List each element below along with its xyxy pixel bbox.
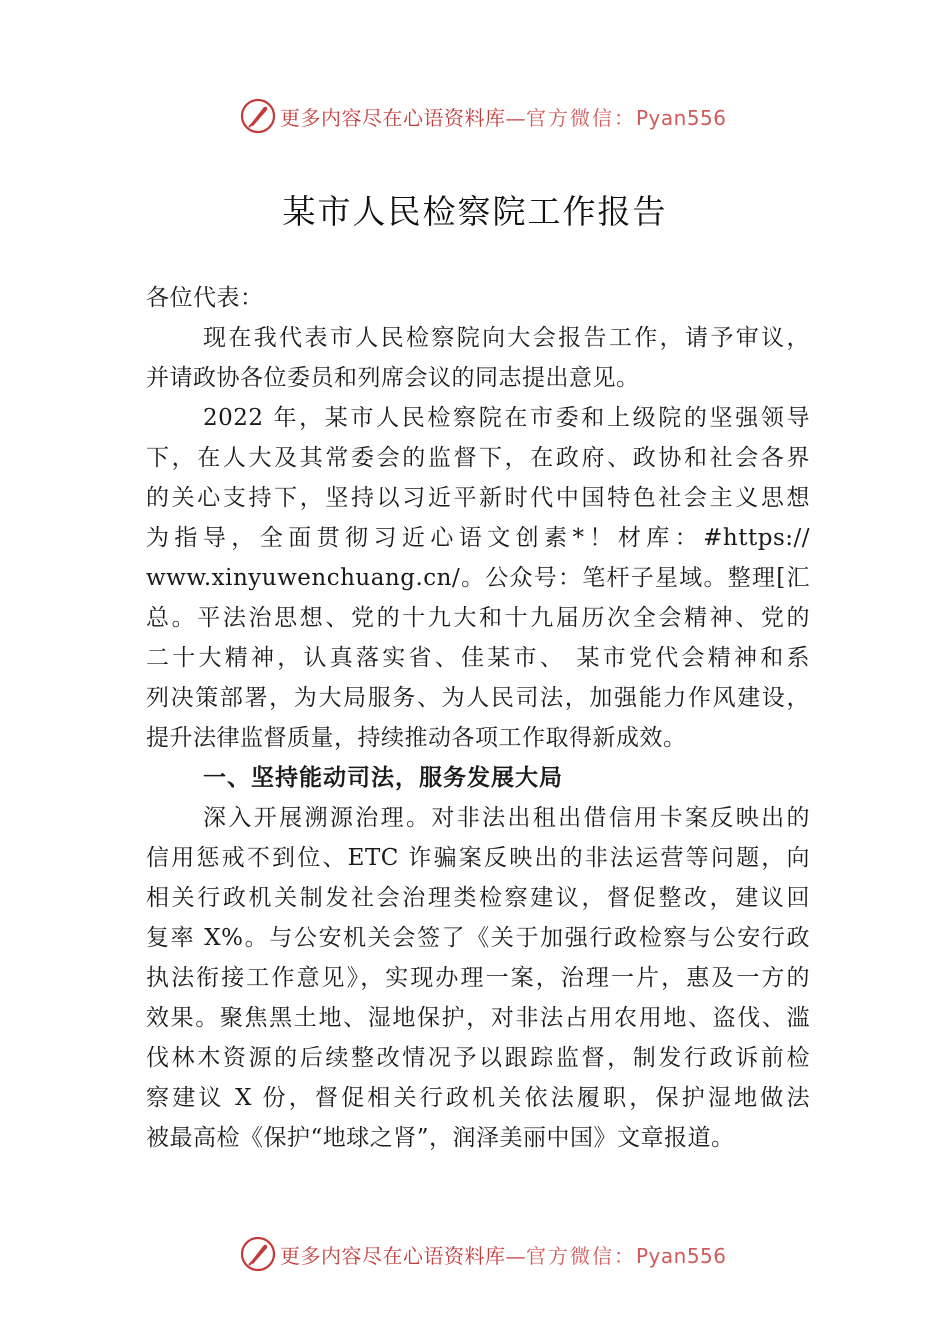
paragraph-line: 复率 X%。与公安机关会签了《关于加强行政检察与公安行政 — [146, 925, 810, 951]
paragraph-line: 执法衔接工作意见》，实现办理一案，治理一片，惠及一方的 — [146, 965, 810, 991]
paragraph-line: 伐林木资源的后续整改情况予以跟踪监督，制发行政诉前检 — [146, 1045, 810, 1071]
paragraph-line: 列决策部署，为大局服务、为人民司法，加强能力作风建设， — [146, 685, 810, 711]
paragraph-line: 信用惩戒不到位、ETC 诈骗案反映出的非法运营等问题，向 — [146, 845, 810, 871]
banner-slogan: 更多内容尽在心语资料库 — [280, 1243, 506, 1268]
paragraph-line: 二十大精神，认真落实省、佳某市、 某市党代会精神和系 — [146, 645, 810, 671]
paragraph-line: 察建议 X 份，督促相关行政机关依法履职，保护湿地做法 — [146, 1085, 810, 1111]
paragraph-line: 下，在人大及其常委会的监督下，在政府、政协和社会各界 — [146, 445, 810, 471]
header-banner — [0, 96, 950, 136]
paragraph-line: 被最高检《保护“地球之肾”，润泽美丽中国》文章报道。 — [146, 1125, 735, 1151]
paragraph-line: 的关心支持下，坚持以习近平新时代中国特色社会主义思想 — [146, 485, 810, 511]
paragraph-line: 提升法律监督质量，持续推动各项工作取得新成效。 — [146, 725, 687, 751]
footer-banner — [0, 1234, 950, 1274]
banner-wechat-label: 官方微信： — [526, 105, 636, 130]
document-body — [146, 278, 810, 1158]
paragraph-line: 总。平法治思想、党的十九大和十九届历次全会精神、党的 — [146, 605, 810, 631]
banner-separator: — — [505, 1243, 526, 1268]
section-heading: 一、坚持能动司法，服务发展大局 — [203, 765, 563, 791]
paragraph-line: 并请政协各位委员和列席会议的同志提出意见。 — [146, 365, 640, 391]
paragraph-line: 效果。聚焦黑土地、湿地保护，对非法占用农用地、盗伐、滥 — [146, 1005, 810, 1031]
banner-wechat-id: Pyan556 — [636, 1243, 727, 1268]
document-title: 某市人民检察院工作报告 — [282, 192, 668, 231]
quill-logo-icon — [240, 1236, 276, 1272]
salutation: 各位代表： — [146, 285, 264, 311]
banner-text — [280, 1240, 727, 1269]
banner-wechat-label: 官方微信： — [526, 1243, 636, 1268]
paragraph-line: 2022 年，某市人民检察院在市委和上级院的坚强领导 — [203, 405, 810, 431]
paragraph-line: 现在我代表市人民检察院向大会报告工作，请予审议， — [203, 325, 810, 351]
paragraph-line: 为指导，全面贯彻习近心语文创素*！材库：#https:// — [146, 525, 810, 551]
banner-wechat-id: Pyan556 — [636, 105, 727, 130]
banner-text — [280, 102, 727, 131]
banner-separator: — — [505, 105, 526, 130]
quill-logo-icon — [240, 98, 276, 134]
paragraph-line: 相关行政机关制发社会治理类检察建议，督促整改，建议回 — [146, 885, 810, 911]
banner-slogan: 更多内容尽在心语资料库 — [280, 105, 506, 130]
paragraph-line: www.xinyuwenchuang.cn/。公众号：笔杆子星域。整理[汇 — [146, 565, 810, 591]
paragraph-line: 深入开展溯源治理。对非法出租出借信用卡案反映出的 — [203, 805, 810, 831]
